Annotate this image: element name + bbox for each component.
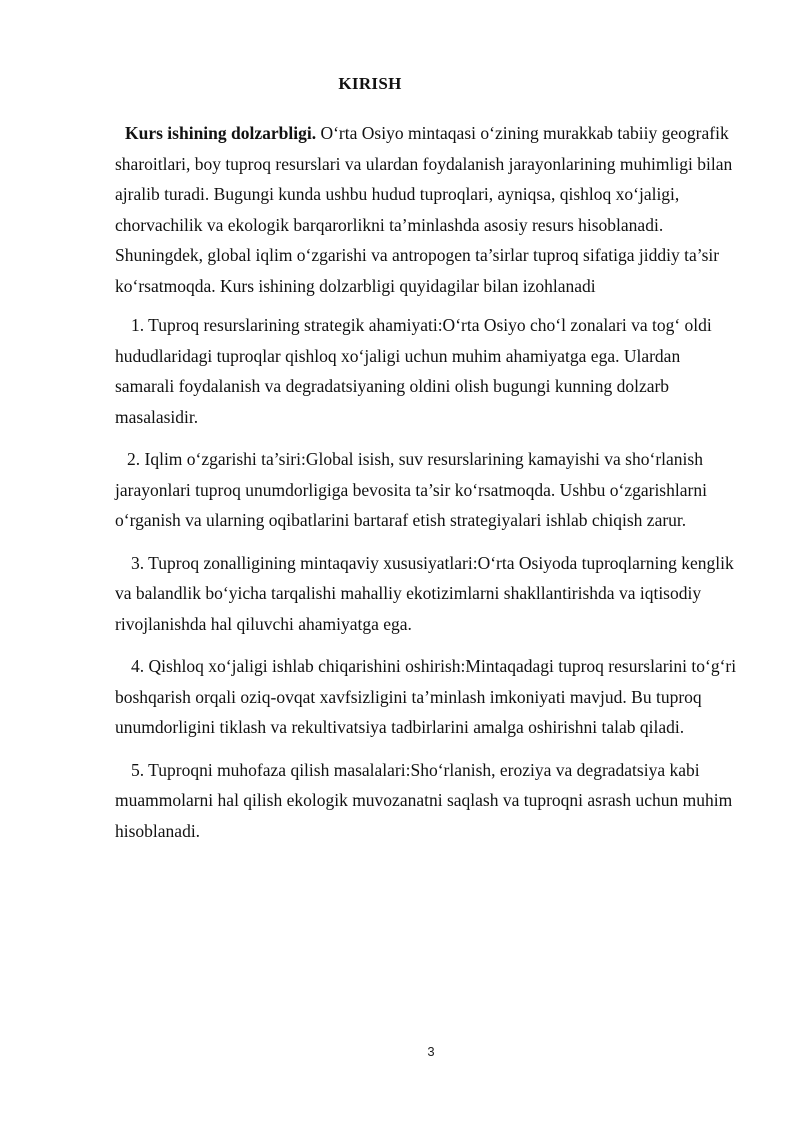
list-item: 1. Tuproq resurslarining strategik ahamiyati:O‘rta Osiyo cho‘l zonalari va tog‘ oldi hududlaridagi tuproqlar qishloq xo‘jaligi uchun muhim ahamiyatga ega. Ulardan samarali foydalanish va degradatsiyaning oldini olish bugungi kunning dolzarb masalasidir. [115, 315, 712, 427]
list-item: 3. Tuproq zonalligining mintaqaviy xususiyatlari:O‘rta Osiyoda tuproqlarning kenglik va balandlik bo‘yicha tarqalishi mahalliy ekotizimlarni shakllantirishda va iqtisodiy rivojlanishda hal qiluvchi ahamiyatga ega. [115, 552, 734, 634]
page-number: 3 [427, 1044, 435, 1059]
section-heading: KIRISH [338, 74, 402, 93]
intro-lead: Kurs ishining dolzarbligi. [125, 123, 317, 143]
list-item: 4. Qishloq xo‘jaligi ishlab chiqarishini oshirish:Mintaqadagi tuproq resurslarini to‘g‘ri boshqarish orqali oziq-ovqat xavfsizligini ta’minlash imkoniyati mavjud. Bu tuproq unumdorligini tiklash va rekultivatsiya tadbirlarini amalga oshirishni talab qiladi. [115, 656, 737, 737]
document-body [115, 118, 737, 858]
list-item: 5. Tuproqni muhofaza qilish masalalari:Sho‘rlanish, eroziya va degradatsiya kabi muammolarni hal qilish ekologik muvozanatni saqlash va tuproqni asrash uchun muhim hisoblanadi. [115, 759, 733, 841]
intro-paragraph [115, 118, 737, 301]
list-item: 2. Iqlim o‘zgarishi ta’siri:Global isish, suv resurslarining kamayishi va sho‘rlanish jarayonlari tuproq unumdorligiga bevosita ta’sir ko‘rsatmoqda. Ushbu o‘zgarishlarni o‘rganish va ularning oqibatlarini bartaraf etish strategiyalari ishlab chiqish zarur. [115, 449, 707, 530]
intro-text: O‘rta Osiyo mintaqasi o‘zining murakkab tabiiy geografik sharoitlari, boy tuproq resurslari va ulardan foydalanish jarayonlarining muhimligi bilan ajralib turadi. Bugungi kunda ushbu hudud tuproqlari, ayniqsa, qishloq xo‘jaligi, chorvachilik va ekologik barqarorlikni ta’minlashda asosiy resurs hisoblanadi. Shuningdek, global iqlim o‘zgarishi va antropogen ta’sirlar tuproq sifatiga jiddiy ta’sir ko‘rsatmoqda. Kurs ishining dolzarbligi quyidagilar bilan izohlanadi [115, 123, 733, 296]
